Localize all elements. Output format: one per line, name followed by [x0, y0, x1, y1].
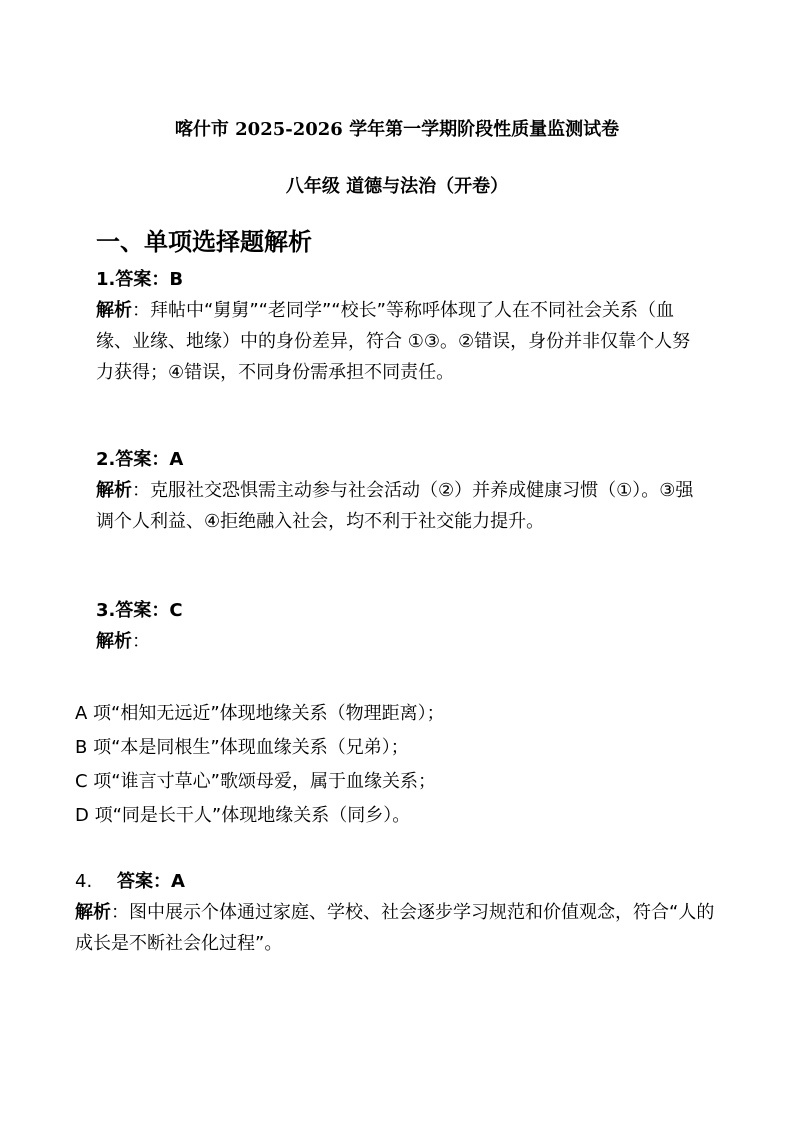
answer-line: 3.答案：C [96, 600, 183, 621]
answer-line: 1.答案：B [96, 269, 184, 290]
option-b: B 项“本是同根生”体现血缘关系（兄弟）； [75, 737, 409, 758]
explanation-text: ： [132, 631, 150, 652]
explanation-text: ：图中展示个体通过家庭、学校、社会逐步学习规范和价值观念，符合“人的成长是不断社会化过程”。 [75, 902, 715, 954]
option-c: C 项“谁言寸草心”歌颂母爱，属于血缘关系； [75, 771, 436, 792]
explanation [96, 475, 706, 537]
question-4 [75, 866, 715, 959]
analysis-label: 解析 [96, 300, 132, 321]
option-a: A 项“相知无远近”体现地缘关系（物理距离）； [75, 703, 445, 724]
analysis-label: 解析 [75, 902, 111, 923]
exam-title: 喀什市 2025-2026 学年第一学期阶段性质量监测试卷 [174, 119, 620, 140]
question-3-options [75, 697, 715, 833]
question-3 [96, 595, 706, 657]
explanation-text: ：克服社交恐惧需主动参与社会活动（②）并养成健康习惯（①）。③强调个人利益、④拒绝融入社会，均不利于社交能力提升。 [96, 480, 694, 532]
analysis-label: 解析 [96, 631, 132, 652]
explanation [75, 897, 715, 959]
question-2 [96, 444, 706, 537]
answer-line: 2.答案：A [96, 449, 184, 470]
explanation [96, 295, 706, 388]
explanation [96, 626, 706, 657]
question-number: 4. [75, 871, 93, 892]
exam-subtitle: 八年级 道德与法治（开卷） [285, 176, 509, 197]
explanation-text: ：拜帖中“舅舅”“老同学”“校长”等称呼体现了人在不同社会关系（血缘、业缘、地缘）中的身份差异，符合 ①③。②错误，身份并非仅靠个人努力获得；④错误，不同身份需承担不同责任。 [96, 300, 691, 383]
section-heading: 一、单项选择题解析 [96, 228, 312, 256]
analysis-label: 解析 [96, 480, 132, 501]
option-d: D 项“同是长干人”体现地缘关系（同乡）。 [75, 805, 411, 826]
answer-line: 答案：A [117, 871, 185, 892]
question-1 [96, 264, 706, 388]
